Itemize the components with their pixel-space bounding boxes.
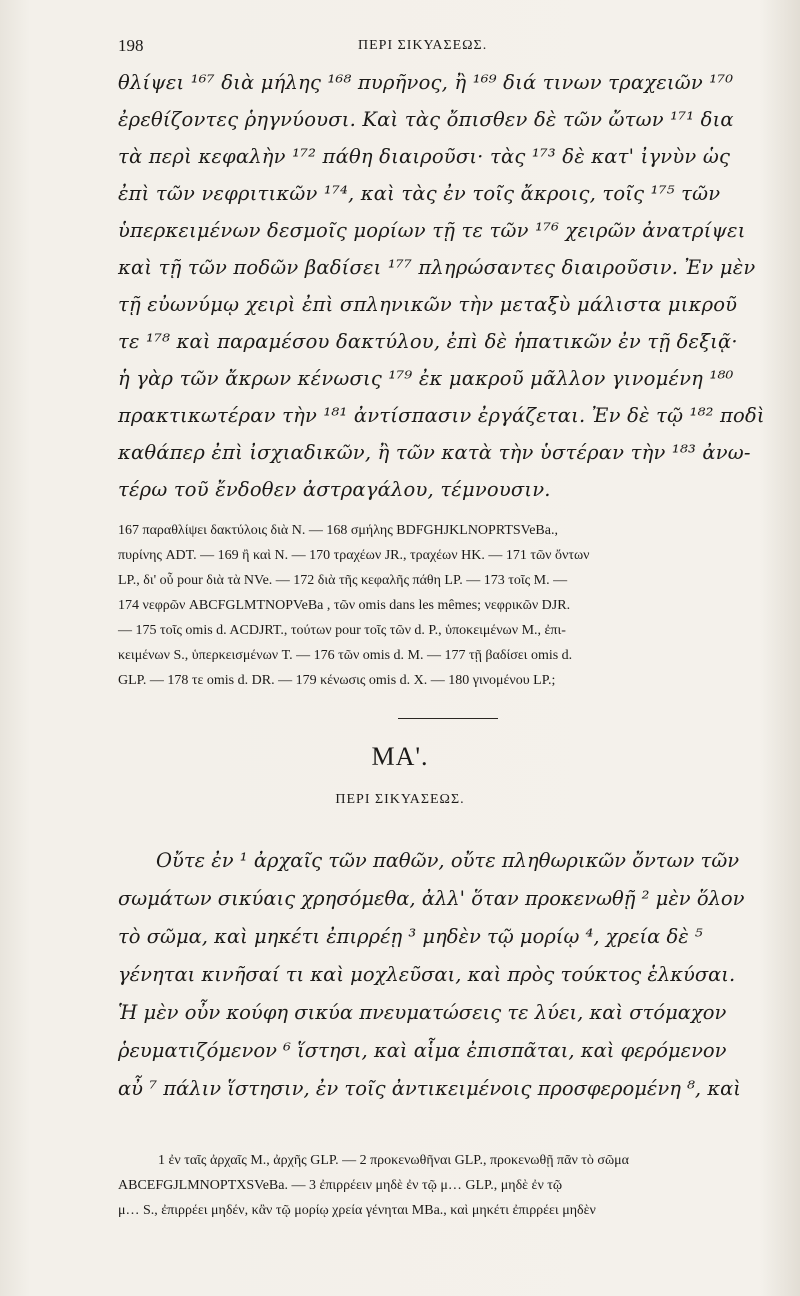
text-line: καὶ τῇ τῶν ποδῶν βαδίσει ¹⁷⁷ πληρώσαντες διαιροῦσιν. Ἐν μὲν [118,256,756,279]
footnote-line: 174 νεφρῶν ABCFGLMTNOPVeBa , τῶν omis dans les mêmes; νεφρικῶν DJR. [118,598,571,613]
text-line: σωμάτων σικύαις χρησόμεθα, ἀλλ' ὅταν προκενωθῇ ² μὲν ὅλον [118,887,745,910]
section-divider [398,718,498,719]
text-line: τε ¹⁷⁸ καὶ παραμέσου δακτύλου, ἐπὶ δὲ ἡπατικῶν ἐν τῇ δεξιᾷ· [118,330,738,353]
footnote-line: μ… S., ἐπιρρέει μηδέν, κἂν τῷ μορίῳ χρεία γένηται MBa., καὶ μηκέτι ἐπιρρέει μηδὲν [118,1203,596,1218]
main-text-block [118,64,768,508]
footnote-line: πυρίνης ADT. — 169 ἢ καὶ N. — 170 τραχέων JR., τραχέων HK. — 171 τῶν ὄντων [118,548,590,563]
footnote-line: LP., δι' οὗ pour διὰ τὰ NVe. — 172 διὰ τῆς κεφαλῆς πάθη LP. — 173 τοῖς M. — [118,573,568,588]
section-number: ΜΑ'. [371,742,429,771]
footnote-line: 1 ἐν ταῖς ἀρχαῖς M., ἀρχῆς GLP. — 2 προκενωθῆναι GLP., προκενωθῇ πᾶν τὸ σῶμα [158,1153,630,1168]
section-title: ΠΕΡΙ ΣΙΚΥΑΣΕΩΣ. [335,792,465,807]
text-line: ῥευματιζόμενον ⁶ ἵστησι, καὶ αἷμα ἐπισπᾶται, καὶ φερόμενον [118,1039,727,1062]
text-line: τὰ περὶ κεφαλὴν ¹⁷² πάθη διαιροῦσι· τὰς ¹⁷³ δὲ κατ' ἰγνὺν ὡς [118,145,731,168]
text-line: Οὔτε ἐν ¹ ἀρχαῖς τῶν παθῶν, οὔτε πληθωρικῶν ὄντων τῶν [156,849,740,872]
text-line: θλίψει ¹⁶⁷ διὰ μήλης ¹⁶⁸ πυρῆνος, ἢ ¹⁶⁹ διά τινων τραχειῶν ¹⁷⁰ [118,71,734,94]
text-line: ἐπὶ τῶν νεφριτικῶν ¹⁷⁴, καὶ τὰς ἐν τοῖς ἄκροις, τοῖς ¹⁷⁵ τῶν [118,182,721,205]
text-line: ἡ γὰρ τῶν ἄκρων κένωσις ¹⁷⁹ ἐκ μακροῦ μᾶλλον γινομένη ¹⁸⁰ [118,367,734,390]
page-number: 198 [118,36,144,55]
text-line: πρακτικωτέραν τὴν ¹⁸¹ ἀντίσπασιν ἐργάζεται. Ἐν δὲ τῷ ¹⁸² ποδὶ [118,404,765,427]
footnote-line: 167 παραθλίψει δακτύλοις διὰ N. — 168 σμήλης BDFGHJKLNOPRTSVeBa., [118,523,558,538]
text-line: Ἡ μὲν οὖν κούφη σικύα πνευματώσεις τε λύει, καὶ στόμαχον [118,1001,727,1024]
text-line: τέρω τοῦ ἔνδοθεν ἀστραγάλου, τέμνουσιν. [118,478,551,501]
footnotes-block-bottom [118,1148,768,1223]
footnote-line: GLP. — 178 τε omis d. DR. — 179 κένωσις omis d. X. — 180 γινομένου LP.; [118,673,556,688]
footnote-line: ABCEFGJLMNOPTXSVeBa. — 3 ἐπιρρέειν μηδὲ ἐν τῷ μ… GLP., μηδὲ ἐν τῷ [118,1178,563,1193]
text-line: τῇ εὐωνύμῳ χειρὶ ἐπὶ σπληνικῶν τὴν μεταξὺ μάλιστα μικροῦ [118,293,738,316]
text-line: γένηται κινῆσαί τι καὶ μοχλεῦσαι, καὶ πρὸς τούκτος ἑλκύσαι. [118,963,736,986]
text-line: τὸ σῶμα, καὶ μηκέτι ἐπιρρέῃ ³ μηδὲν τῷ μορίῳ ⁴, χρεία δὲ ⁵ [118,925,703,948]
text-line: καθάπερ ἐπὶ ἰσχιαδικῶν, ἢ τῶν κατὰ τὴν ὑστέραν τὴν ¹⁸³ ἀνω- [118,441,751,464]
footnote-line: — 175 τοῖς omis d. ACDJRT., τούτων pour τοῖς τῶν d. P., ὑποκειμένων M., ἐπι- [118,623,566,638]
text-line: ὑπερκειμένων δεσμοῖς μορίων τῇ τε τῶν ¹⁷⁶ χειρῶν ἀνατρίψει [118,219,746,242]
text-line: ἐρεθίζοντες ῥηγνύουσι. Καὶ τὰς ὄπισθεν δὲ τῶν ὤτων ¹⁷¹ δια [118,108,734,131]
footnotes-block [118,518,768,693]
running-title: ΠΕΡΙ ΣΙΚΥΑΣΕΩΣ. [358,38,488,53]
footnote-line: κειμένων S., ὑπερκεισμένων T. — 176 τῶν omis d. M. — 177 τῇ βαδίσει omis d. [118,648,573,663]
running-head [118,36,758,58]
text-line: αὖ ⁷ πάλιν ἵστησιν, ἐν τοῖς ἀντικειμένοις προσφερομένη ⁸, καὶ [118,1077,741,1100]
section-text-block [118,842,768,1108]
